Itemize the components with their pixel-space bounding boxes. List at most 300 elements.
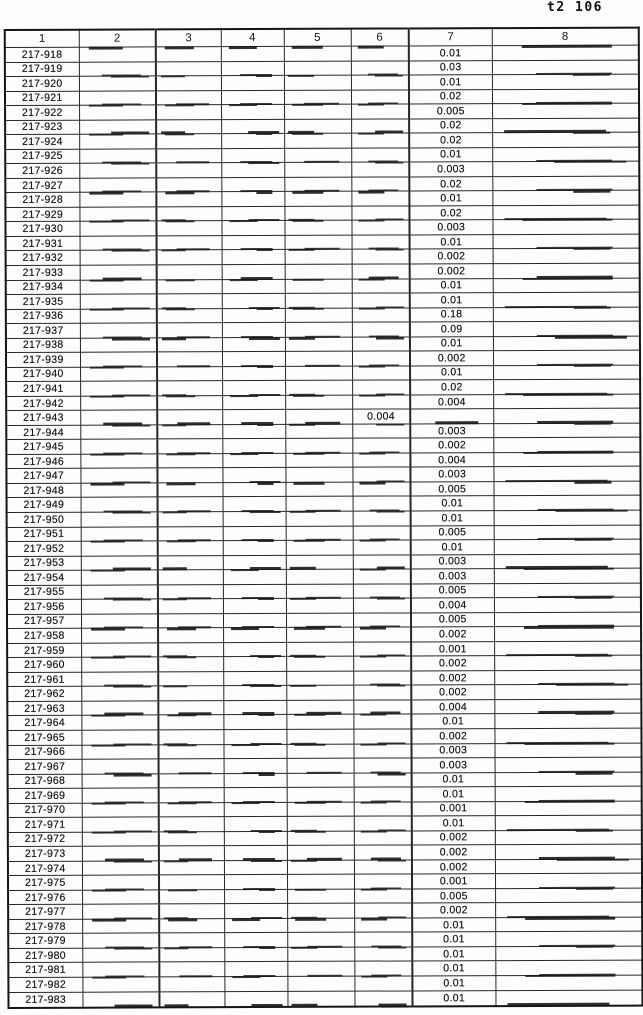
data-cell-col8 — [492, 147, 639, 162]
data-cell-col7: 0.01 — [409, 75, 492, 90]
data-cell-col2 — [80, 265, 157, 280]
data-cell-col8 — [493, 249, 640, 264]
data-cell-col5 — [287, 758, 354, 773]
data-cell-col7: 0.003 — [411, 554, 494, 569]
sample-id-cell: 217-959 — [7, 643, 81, 658]
data-cell-col8 — [492, 219, 639, 234]
data-cell-col8 — [493, 263, 640, 278]
data-cell-col4 — [223, 497, 286, 512]
data-cell-col4 — [223, 744, 286, 759]
sample-id-cell: 217-969 — [8, 788, 82, 803]
data-cell-col2 — [81, 541, 158, 556]
data-cell-col6 — [353, 685, 411, 700]
data-cell-col4 — [222, 308, 285, 323]
sample-id-cell: 217-961 — [7, 672, 81, 687]
sample-id-cell: 217-963 — [7, 701, 81, 716]
data-cell-col6 — [353, 496, 411, 511]
data-cell-col4 — [224, 933, 287, 948]
data-cell-col8 — [494, 525, 641, 540]
data-cell-col6 — [351, 75, 409, 90]
data-cell-col2 — [81, 744, 158, 759]
data-cell-col7: 0.005 — [409, 104, 492, 119]
data-cell-col4 — [223, 511, 286, 526]
data-cell-col5 — [284, 119, 351, 134]
data-cell-col2 — [82, 962, 159, 977]
data-cell-col7: 0.001 — [411, 641, 494, 656]
data-cell-col6 — [353, 584, 411, 599]
data-cell-col6 — [354, 802, 412, 817]
data-cell-col7: 0.02 — [410, 380, 493, 395]
data-cell-col2 — [82, 817, 159, 832]
data-cell-col4 — [222, 468, 285, 483]
data-cell-col3 — [157, 294, 222, 309]
data-cell-col8 — [495, 772, 642, 787]
data-cell-col6 — [351, 162, 409, 177]
data-cell-col2 — [79, 47, 156, 62]
data-cell-col4 — [221, 75, 284, 90]
data-cell-col3 — [159, 773, 224, 788]
data-cell-col5 — [287, 889, 354, 904]
sample-id-cell: 217-927 — [5, 178, 79, 193]
data-cell-col2 — [79, 207, 156, 222]
data-cell-col2 — [82, 788, 159, 803]
data-cell-col6 — [354, 947, 412, 962]
data-cell-col5 — [286, 540, 353, 555]
data-cell-col4 — [222, 424, 285, 439]
data-cell-col7: 0.002 — [412, 859, 495, 874]
data-cell-col5 — [287, 918, 354, 933]
data-cell-col7: 0.01 — [410, 365, 493, 380]
data-cell-col2 — [79, 221, 156, 236]
sample-id-cell: 217-945 — [6, 440, 80, 455]
data-cell-col3 — [159, 904, 224, 919]
data-cell-col2 — [79, 91, 156, 106]
data-cell-col6 — [351, 119, 409, 134]
data-cell-col3 — [159, 919, 224, 934]
data-cell-col5 — [285, 235, 352, 250]
sample-id-cell: 217-924 — [5, 134, 79, 149]
data-cell-col3 — [156, 221, 221, 236]
page-stamp: t2 106 — [547, 0, 603, 15]
data-cell-col4 — [224, 846, 287, 861]
data-cell-col6 — [353, 569, 411, 584]
data-table — [4, 27, 643, 1009]
data-cell-col7: 0.01 — [409, 191, 492, 206]
data-cell-col7: 0.01 — [410, 278, 493, 293]
sample-id-cell: 217-935 — [6, 294, 80, 309]
data-cell-col7: 0.002 — [410, 249, 493, 264]
data-cell-col7: 0.005 — [411, 583, 494, 598]
sample-id-cell: 217-930 — [5, 222, 79, 237]
data-cell-col2 — [82, 919, 159, 934]
sample-id-cell: 217-973 — [8, 846, 82, 861]
sample-id-cell: 217-947 — [6, 469, 80, 484]
sample-id-cell: 217-948 — [6, 483, 80, 498]
data-cell-col6 — [353, 656, 411, 671]
data-cell-col2 — [80, 396, 157, 411]
data-cell-col6 — [353, 613, 411, 628]
data-cell-col8 — [495, 844, 642, 859]
sample-id-cell: 217-972 — [8, 832, 82, 847]
data-cell-col6 — [351, 177, 409, 192]
data-cell-col2 — [81, 585, 158, 600]
data-cell-col7: 0.01 — [410, 293, 493, 308]
data-cell-col5 — [284, 104, 351, 119]
data-cell-col7: 0.03 — [409, 60, 492, 75]
data-cell-col5 — [284, 133, 351, 148]
sample-id-cell: 217-936 — [6, 309, 80, 324]
data-cell-col5 — [287, 831, 354, 846]
data-cell-col6 — [353, 511, 411, 526]
sample-id-cell: 217-921 — [5, 91, 79, 106]
data-cell-col6 — [352, 322, 410, 337]
data-cell-col7: 0.004 — [410, 394, 493, 409]
data-cell-col3 — [157, 454, 222, 469]
data-cell-col8 — [492, 103, 639, 118]
data-cell-col4 — [223, 715, 286, 730]
data-cell-col3 — [156, 76, 221, 91]
column-header-3: 3 — [156, 29, 221, 47]
data-cell-col5 — [285, 264, 352, 279]
data-cell-col3 — [159, 817, 224, 832]
data-cell-col3 — [157, 265, 222, 280]
data-cell-col3 — [158, 555, 223, 570]
data-cell-col4 — [224, 802, 287, 817]
data-cell-col2 — [82, 933, 159, 948]
sample-id-cell: 217-931 — [6, 236, 80, 251]
data-cell-col7: 0.01 — [411, 714, 494, 729]
data-cell-col4 — [222, 439, 285, 454]
data-cell-col3 — [159, 860, 224, 875]
data-cell-col2 — [80, 279, 157, 294]
data-cell-col8 — [494, 539, 641, 554]
data-cell-col2 — [79, 192, 156, 207]
data-cell-col8 — [494, 641, 641, 656]
data-cell-col8 — [492, 176, 639, 191]
sample-id-cell: 217-943 — [6, 410, 80, 425]
data-cell-col3 — [159, 875, 224, 890]
data-cell-col8 — [493, 336, 640, 351]
sample-id-cell: 217-964 — [7, 716, 81, 731]
data-cell-col5 — [284, 191, 351, 206]
data-cell-col5 — [286, 598, 353, 613]
data-cell-col4 — [223, 700, 286, 715]
data-cell-col2 — [82, 977, 159, 992]
data-cell-col4 — [221, 90, 284, 105]
data-cell-col4 — [222, 410, 285, 425]
data-cell-col6 — [352, 308, 410, 323]
data-cell-col5 — [287, 962, 354, 977]
data-cell-col3 — [158, 512, 223, 527]
data-cell-col7: 0.002 — [411, 627, 494, 642]
data-cell-col5 — [287, 816, 354, 831]
data-cell-col5 — [285, 453, 352, 468]
data-cell-col2 — [81, 643, 158, 658]
data-cell-col7: 0.003 — [409, 220, 492, 235]
data-cell-col7: 0.01 — [410, 336, 493, 351]
data-cell-col7: 0.005 — [411, 525, 494, 540]
data-cell-col6 — [354, 831, 412, 846]
data-cell-col8 — [492, 60, 639, 75]
data-cell-col3 — [156, 192, 221, 207]
data-cell-col3 — [157, 366, 222, 381]
data-cell-col7: 0.01 — [411, 511, 494, 526]
data-cell-col5 — [286, 700, 353, 715]
data-cell-col3 — [159, 889, 224, 904]
data-cell-col3 — [156, 61, 221, 76]
data-cell-col6 — [352, 424, 410, 439]
sample-id-cell: 217-952 — [7, 541, 81, 556]
data-cell-col8 — [494, 728, 641, 743]
sample-id-cell: 217-980 — [8, 948, 82, 963]
data-cell-col2 — [79, 61, 156, 76]
data-cell-col4 — [224, 817, 287, 832]
data-cell-col8 — [495, 931, 642, 946]
data-cell-col7: 0.01 — [412, 772, 495, 787]
data-cell-col3 — [159, 831, 224, 846]
data-cell-col3 — [156, 207, 221, 222]
data-cell-col3 — [159, 948, 224, 963]
data-cell-col3 — [158, 526, 223, 541]
data-cell-col6 — [351, 191, 409, 206]
data-cell-col3 — [157, 381, 222, 396]
column-header-2: 2 — [79, 29, 156, 47]
data-cell-col7: 0.02 — [409, 133, 492, 148]
data-cell-col8 — [495, 975, 642, 990]
data-cell-col5 — [285, 279, 352, 294]
data-cell-col6 — [354, 918, 412, 933]
data-cell-col2 — [81, 599, 158, 614]
sample-id-cell: 217-981 — [8, 963, 82, 978]
data-cell-col7: 0.01 — [411, 496, 494, 511]
data-cell-col4 — [222, 279, 285, 294]
sample-id-cell: 217-934 — [6, 280, 80, 295]
data-cell-col7: 0.002 — [410, 351, 493, 366]
data-cell-col4 — [224, 758, 287, 773]
data-cell-col3 — [156, 177, 221, 192]
data-cell-col3 — [157, 483, 222, 498]
data-cell-col5 — [286, 656, 353, 671]
data-cell-col8 — [493, 481, 640, 496]
data-cell-col3 — [156, 134, 221, 149]
data-cell-col5 — [285, 439, 352, 454]
data-cell-col6 — [352, 438, 410, 453]
data-cell-col4 — [223, 686, 286, 701]
sample-id-cell: 217-946 — [6, 454, 80, 469]
data-cell-col2 — [81, 526, 158, 541]
data-cell-col4 — [222, 366, 285, 381]
data-cell-col5 — [284, 61, 351, 76]
sample-id-cell: 217-928 — [5, 193, 79, 208]
data-cell-col2 — [81, 686, 158, 701]
data-cell-col7: 0.01 — [409, 46, 492, 61]
data-cell-col3 — [158, 744, 223, 759]
data-cell-col5 — [285, 424, 352, 439]
data-cell-col3 — [159, 977, 224, 992]
data-cell-col5 — [285, 322, 352, 337]
data-cell-col2 — [82, 875, 159, 890]
sample-id-cell: 217-932 — [6, 251, 80, 266]
sample-id-cell: 217-976 — [8, 890, 82, 905]
data-cell-col8 — [495, 859, 642, 874]
data-cell-col5 — [285, 366, 352, 381]
data-cell-col7: 0.001 — [412, 801, 495, 816]
sample-id-cell: 217-955 — [7, 585, 81, 600]
data-cell-col4 — [223, 526, 286, 541]
data-cell-col5 — [287, 904, 354, 919]
data-cell-col8 — [494, 626, 641, 641]
data-cell-col5 — [284, 148, 351, 163]
data-cell-col6 — [354, 816, 412, 831]
data-cell-col7: 0.02 — [409, 118, 492, 133]
data-cell-col3 — [159, 991, 224, 1007]
data-cell-col5 — [286, 642, 353, 657]
data-cell-col4 — [224, 976, 287, 991]
sample-id-cell: 217-982 — [8, 977, 82, 992]
data-cell-col3 — [158, 672, 223, 687]
data-cell-col6 — [353, 555, 411, 570]
data-cell-col6 — [352, 351, 410, 366]
data-cell-col3 — [157, 279, 222, 294]
data-cell-col4 — [221, 192, 284, 207]
data-cell-col3 — [156, 105, 221, 120]
data-cell-col2 — [80, 338, 157, 353]
sample-id-cell: 217-933 — [6, 265, 80, 280]
sample-id-cell: 217-958 — [7, 628, 81, 643]
data-cell-col5 — [284, 221, 351, 236]
data-cell-col8 — [493, 466, 640, 481]
sample-id-cell: 217-977 — [8, 905, 82, 920]
data-cell-col8 — [492, 118, 639, 133]
data-cell-col5 — [286, 671, 353, 686]
data-cell-col2 — [81, 657, 158, 672]
data-cell-col7: 0.01 — [412, 787, 495, 802]
data-cell-col2 — [81, 512, 158, 527]
data-cell-col2 — [81, 614, 158, 629]
data-cell-col5 — [287, 976, 354, 991]
data-cell-col6 — [352, 293, 410, 308]
data-cell-col6 — [354, 758, 412, 773]
data-cell-col7: 0.002 — [410, 264, 493, 279]
data-cell-col4 — [221, 134, 284, 149]
data-cell-col8 — [493, 278, 640, 293]
data-cell-col7: 0.003 — [412, 758, 495, 773]
data-cell-col5 — [287, 787, 354, 802]
data-cell-col7: 0.01 — [412, 932, 495, 947]
data-cell-col3 — [156, 119, 221, 134]
data-cell-col2 — [81, 628, 158, 643]
data-cell-col4 — [224, 918, 287, 933]
sample-id-cell: 217-944 — [6, 425, 80, 440]
data-cell-col6 — [353, 627, 411, 642]
data-cell-col3 — [158, 613, 223, 628]
data-cell-col5 — [286, 555, 353, 570]
data-cell-col3 — [157, 439, 222, 454]
data-cell-col8 — [494, 583, 641, 598]
data-cell-col5 — [286, 511, 353, 526]
data-cell-col2 — [80, 439, 157, 454]
data-cell-col5 — [285, 482, 352, 497]
data-cell-col8 — [494, 597, 641, 612]
data-cell-col6 — [354, 787, 412, 802]
data-cell-col6 — [351, 133, 409, 148]
sample-id-cell: 217-966 — [7, 745, 81, 760]
data-cell-col4 — [221, 46, 284, 61]
data-cell-col8 — [492, 89, 639, 104]
data-cell-col7: 0.003 — [410, 423, 493, 438]
data-cell-col4 — [223, 613, 286, 628]
data-cell-col8 — [493, 394, 640, 409]
data-cell-col6 — [354, 845, 412, 860]
data-cell-col7: 0.02 — [409, 89, 492, 104]
data-cell-col3 — [157, 424, 222, 439]
data-cell-col4 — [222, 395, 285, 410]
data-cell-col6 — [351, 46, 409, 61]
data-cell-col5 — [287, 845, 354, 860]
sample-id-cell: 217-978 — [8, 919, 82, 934]
data-cell-col4 — [224, 962, 287, 977]
data-cell-col8 — [494, 655, 641, 670]
data-cell-col3 — [158, 541, 223, 556]
data-cell-col6 — [353, 598, 411, 613]
column-header-5: 5 — [284, 29, 351, 47]
data-cell-col5 — [286, 569, 353, 584]
sample-id-cell: 217-974 — [8, 861, 82, 876]
data-cell-col5 — [285, 308, 352, 323]
data-cell-col3 — [157, 236, 222, 251]
data-cell-col8 — [494, 743, 641, 758]
data-cell-col8 — [493, 350, 640, 365]
data-cell-col3 — [158, 497, 223, 512]
data-cell-col6 — [354, 773, 412, 788]
data-cell-col4 — [221, 177, 284, 192]
sample-id-cell: 217-965 — [7, 730, 81, 745]
data-cell-col8 — [493, 365, 640, 380]
column-header-4: 4 — [221, 29, 284, 47]
data-cell-col7: 0.005 — [412, 888, 495, 903]
data-cell-col5 — [286, 744, 353, 759]
data-cell-col4 — [223, 570, 286, 585]
data-cell-col6 — [351, 90, 409, 105]
sample-id-cell: 217-951 — [7, 527, 81, 542]
data-cell-col7: 0.002 — [411, 656, 494, 671]
data-cell-col2 — [80, 250, 157, 265]
data-cell-col4 — [221, 119, 284, 134]
data-cell-col8 — [495, 902, 642, 917]
sample-id-cell: 217-937 — [6, 323, 80, 338]
data-cell-col4 — [222, 381, 285, 396]
data-cell-col2 — [79, 149, 156, 164]
data-cell-col5 — [287, 874, 354, 889]
data-cell-col8 — [493, 437, 640, 452]
data-cell-col4 — [221, 163, 284, 178]
sample-id-cell: 217-925 — [5, 149, 79, 164]
data-cell-col8 — [494, 612, 641, 627]
table-row — [8, 990, 642, 1008]
sample-id-cell: 217-941 — [6, 381, 80, 396]
data-cell-col6 — [353, 743, 411, 758]
data-cell-col5 — [284, 177, 351, 192]
column-header-1: 1 — [5, 30, 79, 48]
data-cell-col4 — [222, 264, 285, 279]
data-cell-col7: 0.01 — [409, 147, 492, 162]
data-cell-col2 — [80, 367, 157, 382]
data-cell-col5 — [284, 162, 351, 177]
data-cell-col4 — [222, 453, 285, 468]
sample-id-cell: 217-953 — [7, 556, 81, 571]
data-cell-col7: 0.01 — [412, 947, 495, 962]
data-cell-col3 — [157, 352, 222, 367]
